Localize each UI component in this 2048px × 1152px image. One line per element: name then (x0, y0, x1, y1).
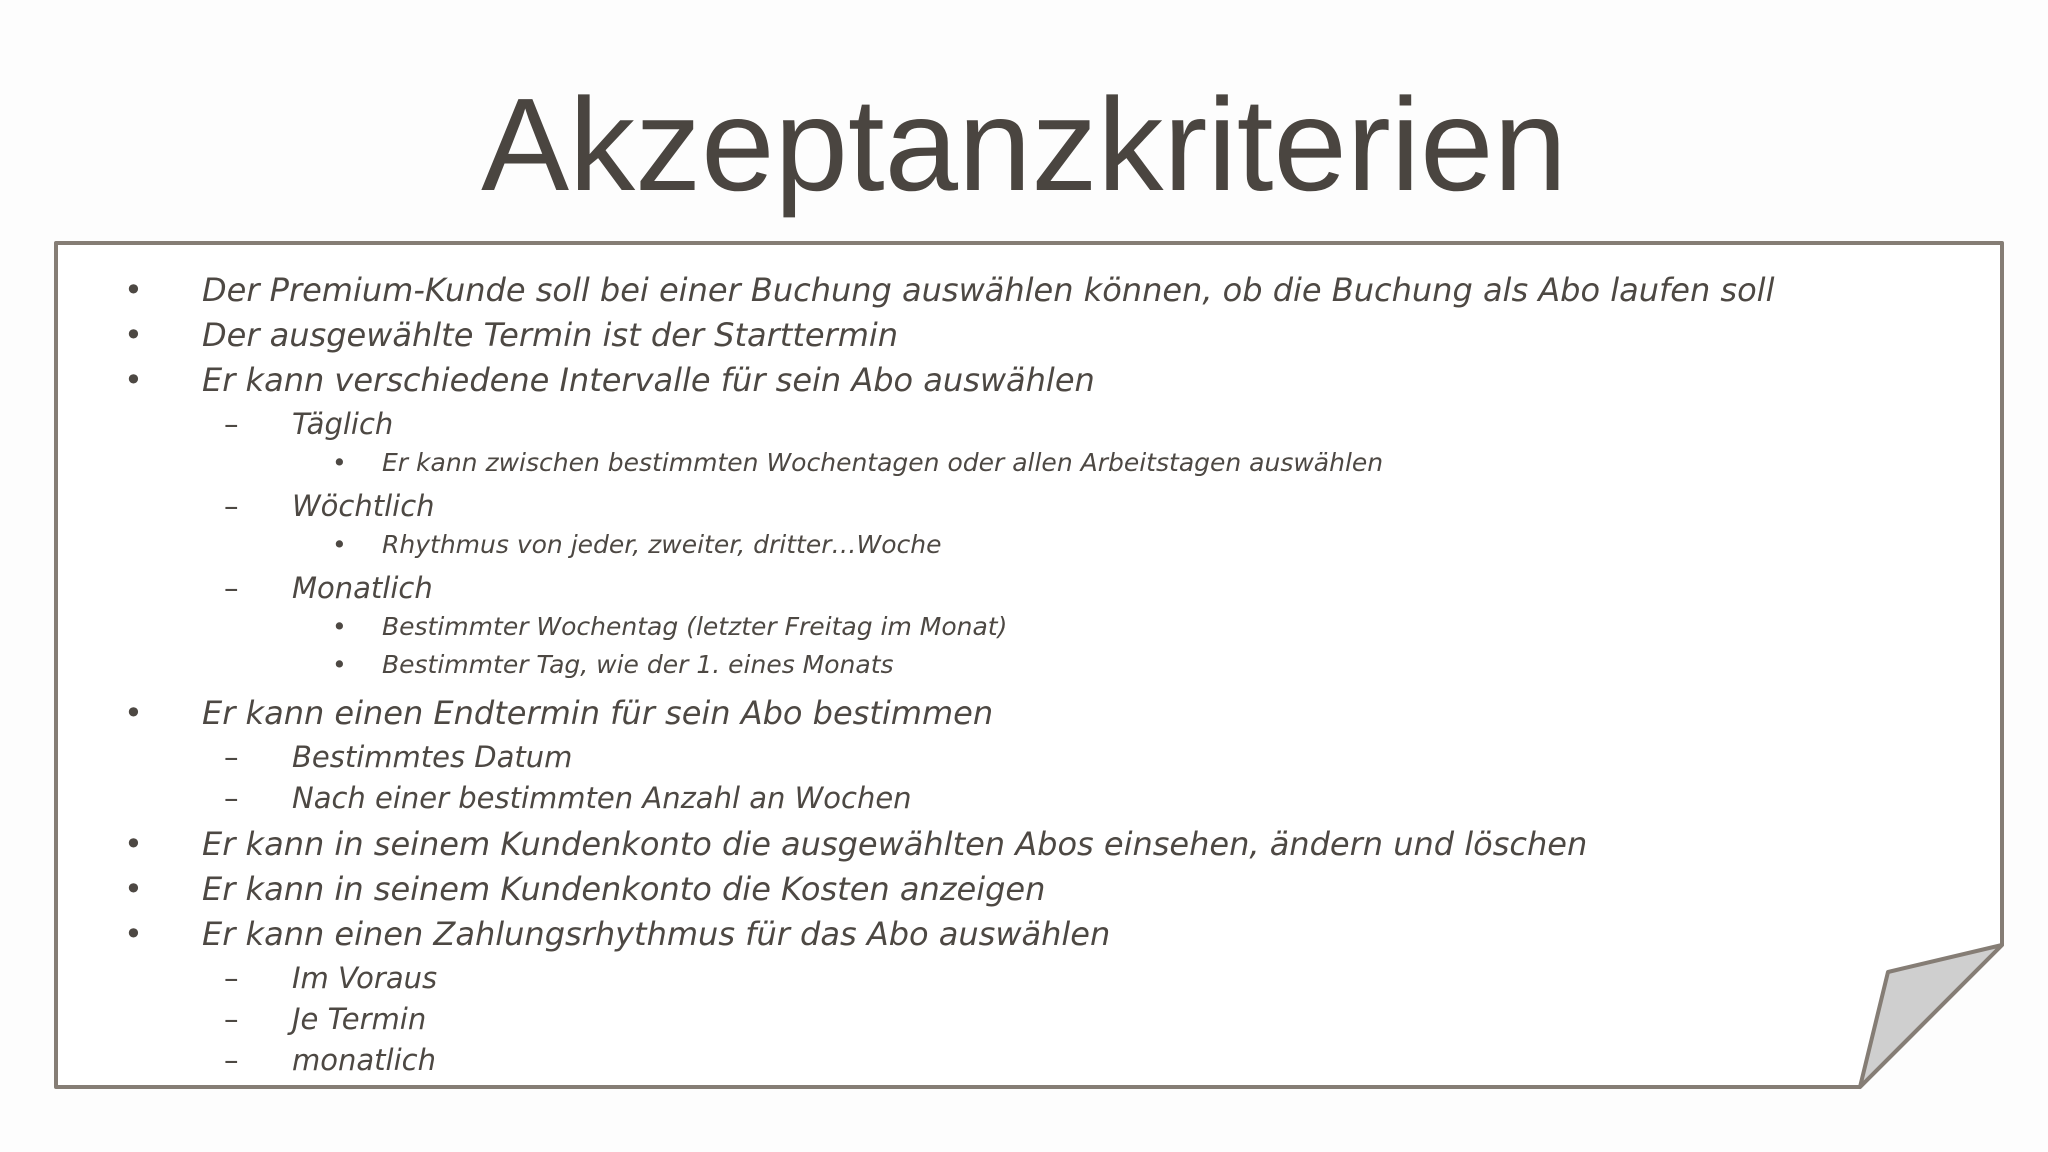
list-item-text: Täglich (292, 407, 394, 441)
bullet-marker: • (124, 870, 143, 908)
list-item-text: monatlich (292, 1043, 436, 1077)
bullet-marker: • (124, 694, 143, 732)
list-item-text: Je Termin (292, 1002, 427, 1036)
list-item-text: Bestimmter Wochentag (letzter Freitag im Monat) (382, 612, 1008, 641)
list-item-text: Wöchtlich (292, 489, 435, 523)
list-item-text: Er kann einen Zahlungsrhythmus für das Abo auswählen (202, 915, 1111, 953)
bullet-marker: • (332, 650, 347, 679)
list-item-text: Bestimmter Tag, wie der 1. eines Monats (382, 650, 894, 679)
dash-marker: – (224, 489, 239, 523)
bullet-marker: • (124, 915, 143, 953)
dash-marker: – (224, 1002, 239, 1036)
list-item-text: Er kann zwischen bestimmten Wochentagen oder allen Arbeitstagen auswählen (382, 448, 1384, 477)
bullet-marker: • (124, 316, 143, 354)
list-item-text: Bestimmtes Datum (292, 740, 573, 774)
dash-marker: – (224, 407, 239, 441)
list-item-text: Er kann in seinem Kundenkonto die ausgewählten Abos einsehen, ändern und löschen (202, 825, 1588, 863)
dash-marker: – (224, 740, 239, 774)
list-item-text: Rhythmus von jeder, zweiter, dritter…Woche (382, 530, 942, 559)
bullet-marker: • (124, 825, 143, 863)
list-item-text: Monatlich (292, 571, 433, 605)
dash-marker: – (224, 961, 239, 995)
list-item-text: Nach einer bestimmten Anzahl an Wochen (292, 781, 912, 815)
slide-title: Akzeptanzkriterien (481, 71, 1567, 218)
list-item-text: Der ausgewählte Termin ist der Starttermin (202, 316, 899, 354)
list-item-text: Der Premium-Kunde soll bei einer Buchung auswählen können, ob die Buchung als Abo laufen soll (202, 271, 1775, 309)
dash-marker: – (224, 1043, 239, 1077)
bullet-marker: • (124, 271, 143, 309)
bullet-marker: • (332, 530, 347, 559)
bullet-marker: • (124, 361, 143, 399)
dash-marker: – (224, 571, 239, 605)
list-item-text: Im Voraus (292, 961, 438, 995)
list-item-text: Er kann verschiedene Intervalle für sein Abo auswählen (202, 361, 1095, 399)
list-item-text: Er kann einen Endtermin für sein Abo bestimmen (202, 694, 994, 732)
list-item-text: Er kann in seinem Kundenkonto die Kosten anzeigen (202, 870, 1046, 908)
bullet-marker: • (332, 612, 347, 641)
dash-marker: – (224, 781, 239, 815)
bullet-marker: • (332, 448, 347, 477)
